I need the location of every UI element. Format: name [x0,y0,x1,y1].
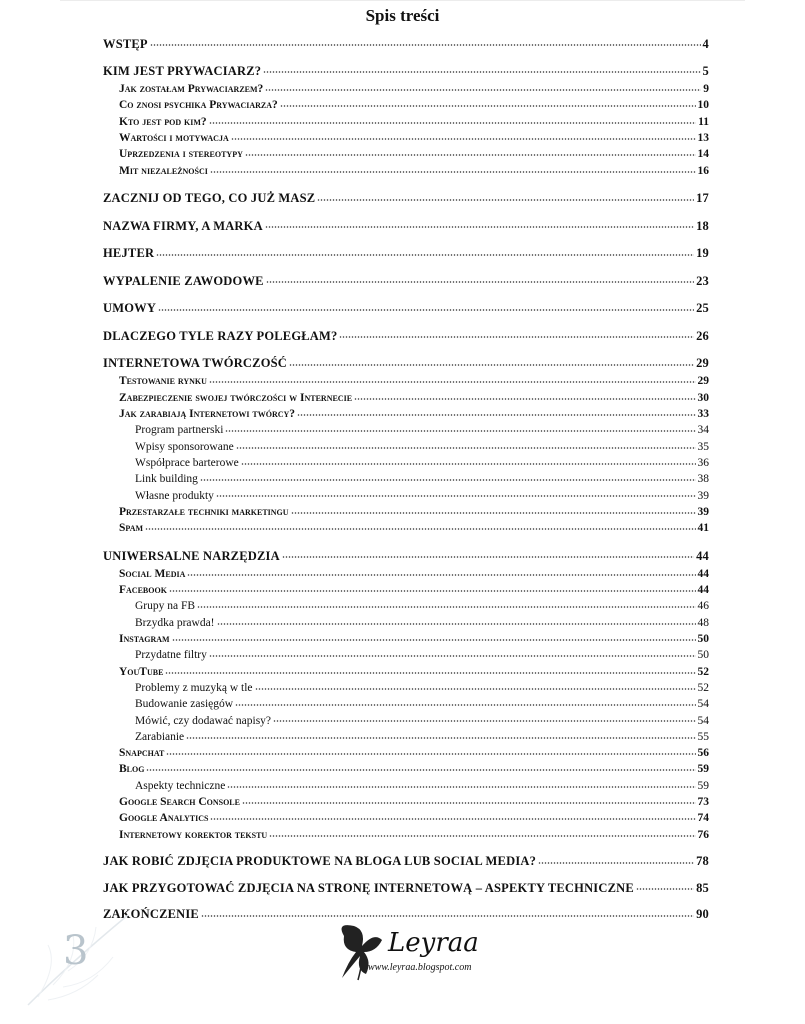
toc-entry[interactable] [103,355,709,372]
dot-leader [241,455,696,467]
table-of-contents [103,32,709,924]
toc-entry-page: 59 [697,779,709,792]
toc-entry-title: YouTube [119,665,164,678]
toc-entry-page: 50 [697,633,709,646]
toc-entry-title: UMOWY [103,301,157,316]
dot-leader [236,438,696,450]
toc-entry-page: 19 [696,246,709,261]
toc-entry-title: Co znosi psychika Prywaciarza? [119,99,278,112]
toc-entry[interactable] [103,406,709,422]
toc-entry-page: 36 [697,456,709,469]
toc-entry-title: Instagram [119,633,170,646]
dot-leader [156,245,694,258]
toc-entry-title: Zarabianie [135,730,185,743]
toc-entry-page: 59 [697,763,709,776]
toc-entry[interactable] [103,729,709,745]
toc-entry-page: 55 [697,730,709,743]
toc-entry-title: Snapchat [119,747,165,760]
dot-leader [166,745,695,757]
toc-entry-page: 44 [697,584,709,597]
dot-leader [636,879,694,892]
toc-entry-page: 76 [697,828,709,841]
logo-url: www.leyraa.blogspot.com [368,962,472,973]
dot-leader [150,35,701,48]
toc-entry-page: 34 [697,424,709,437]
toc-entry-title: Google Search Console [119,796,240,809]
dot-leader [209,114,696,126]
dot-leader [209,373,696,385]
toc-entry-page: 4 [702,36,709,51]
toc-entry[interactable] [103,615,709,631]
toc-entry[interactable] [103,520,709,536]
dot-leader [225,422,695,434]
toc-entry-title: ZACZNIJ OD TEGO, CO JUŻ MASZ [103,191,316,206]
dot-leader [158,300,694,313]
toc-entry-title: Mówić, czy dodawać napisy? [135,714,272,727]
toc-entry-page: 74 [697,812,709,825]
toc-entry-page: 52 [697,681,709,694]
toc-entry-page: 11 [698,115,709,128]
toc-entry-page: 33 [697,408,709,421]
toc-entry-title: Brzydka prawda! [135,616,215,629]
toc-entry[interactable] [103,810,709,826]
toc-entry-page: 39 [697,505,709,518]
dot-leader [265,217,694,230]
toc-entry[interactable] [103,245,709,262]
dot-leader [273,712,695,724]
toc-entry-title: Przydatne filtry [135,649,207,662]
toc-entry-title: UNIWERSALNE NARZĘDZIA [103,548,280,563]
toc-entry[interactable] [103,664,709,680]
toc-entry[interactable] [103,390,709,406]
toc-entry-title: WSTĘP [103,36,148,51]
toc-entry-page: 44 [697,567,709,580]
toc-entry-title: Przestarzałe techniki marketingu [119,505,289,518]
dot-leader [245,146,696,158]
toc-entry[interactable] [103,547,709,564]
toc-entry[interactable] [103,879,709,896]
toc-entry[interactable] [103,647,709,663]
dot-leader [146,761,695,773]
toc-entry-title: Social Media [119,567,186,580]
toc-entry[interactable] [103,680,709,696]
dot-leader [231,130,696,142]
toc-entry-page: 50 [697,649,709,662]
toc-entry[interactable] [103,598,709,614]
toc-entry-title: Mit niezależności [119,164,208,177]
toc-entry-page: 17 [696,191,709,206]
toc-entry-title: Blog [119,763,145,776]
toc-entry-title: JAK ROBIĆ ZDJĘCIA PRODUKTOWE NA BLOGA LUB SOCIAL MEDIA? [103,854,537,869]
toc-entry-title: Wartości i motywacja [119,132,229,145]
toc-entry-page: 38 [697,473,709,486]
toc-entry-page: 25 [696,301,709,316]
toc-entry[interactable] [103,455,709,471]
toc-entry-title: Jak zostałam Prywaciarzem? [119,83,264,96]
toc-entry[interactable] [103,217,709,234]
dot-leader [186,729,695,741]
dot-leader [235,696,695,708]
toc-entry-title: Grupy na FB [135,600,196,613]
dot-leader [242,794,696,806]
toc-entry-page: 16 [697,164,709,177]
dot-leader [297,406,695,418]
toc-entry[interactable] [103,81,709,97]
toc-entry-title: Google Analytics [119,812,209,825]
toc-entry-page: 52 [697,665,709,678]
toc-entry-page: 90 [696,907,709,922]
toc-entry-title: HEJTER [103,246,155,261]
dot-leader [187,566,695,578]
toc-entry-title: INTERNETOWA TWÓRCZOŚĆ [103,356,287,371]
toc-entry-page: 23 [696,273,709,288]
toc-entry[interactable] [103,827,709,843]
toc-entry-page: 26 [696,328,709,343]
toc-entry[interactable] [103,471,709,487]
dot-leader [291,504,696,516]
toc-entry-title: Uprzedzenia i stereotypy [119,148,243,161]
dot-leader [263,63,700,76]
toc-entry-page: 39 [697,489,709,502]
toc-entry-title: Link building [135,473,198,486]
toc-entry-title: Współprace barterowe [135,456,239,469]
toc-entry-page: 46 [697,600,709,613]
toc-entry-page: 14 [697,148,709,161]
dot-leader [165,664,695,676]
toc-entry[interactable] [103,162,709,178]
toc-entry[interactable] [103,300,709,317]
toc-entry[interactable] [103,696,709,712]
toc-entry[interactable] [103,327,709,344]
toc-entry-title: Własne produkty [135,489,214,502]
dot-leader [216,487,696,499]
toc-entry-title: Program partnerski [135,424,224,437]
toc-entry-title: Facebook [119,584,167,597]
toc-entry[interactable] [103,761,709,777]
toc-entry[interactable] [103,422,709,438]
dot-leader [538,853,694,866]
toc-entry-title: Aspekty techniczne [135,779,226,792]
toc-entry-page: 13 [697,132,709,145]
toc-entry-page: 44 [696,548,709,563]
dot-leader [266,272,694,285]
toc-entry[interactable] [103,566,709,582]
dot-leader [210,162,696,174]
toc-entry[interactable] [103,712,709,728]
dot-leader [269,827,695,839]
dot-leader [145,520,695,532]
toc-entry[interactable] [103,97,709,113]
toc-entry-page: 41 [697,522,709,535]
toc-entry-page: 10 [697,99,709,112]
dot-leader [317,190,694,203]
dot-leader [169,582,696,594]
toc-entry[interactable] [103,373,709,389]
toc-entry-title: Wpisy sponsorowane [135,440,234,453]
toc-entry[interactable] [103,438,709,454]
toc-entry-page: 54 [697,698,709,711]
dot-leader [200,471,696,483]
dot-leader [339,327,694,340]
toc-entry-title: DLACZEGO TYLE RAZY POLEGŁAM? [103,328,338,343]
toc-entry[interactable] [103,130,709,146]
toc-entry-title: Kto jest pod kim? [119,115,207,128]
toc-entry[interactable] [103,35,709,52]
page-number: 3 [63,928,89,974]
dot-leader [209,647,696,659]
toc-entry-page: 54 [697,714,709,727]
toc-entry[interactable] [103,745,709,761]
dot-leader [289,355,694,368]
toc-entry-title: Zabezpieczenie swojej twórczości w Internecie [119,391,353,404]
toc-entry[interactable] [103,853,709,870]
toc-entry-title: Testowanie rynku [119,375,207,388]
toc-entry-page: 85 [696,880,709,895]
toc-entry-page: 56 [697,747,709,760]
dot-leader [201,906,694,919]
toc-entry[interactable] [103,146,709,162]
toc-entry-title: NAZWA FIRMY, A MARKA [103,218,263,233]
dot-leader [354,390,695,402]
toc-entry-title: Budowanie zasięgów [135,698,234,711]
top-rule [60,0,745,1]
toc-entry[interactable] [103,114,709,130]
toc-entry-title: Internetowy korektor tekstu [119,828,268,841]
toc-entry-page: 48 [697,616,709,629]
dot-leader [172,631,696,643]
toc-entry[interactable] [103,63,709,80]
toc-entry-title: Jak zarabiają Internetowi twórcy? [119,408,296,421]
dot-leader [217,615,696,627]
toc-entry-title: JAK PRZYGOTOWAĆ ZDJĘCIA NA STRONĘ INTERNETOWĄ – ASPEKTY TECHNICZNE [103,880,634,895]
logo-name: Leyraa [388,928,479,958]
toc-entry-title: Spam [119,522,144,535]
toc-entry[interactable] [103,504,709,520]
dot-leader [282,547,694,560]
toc-entry-page: 29 [696,356,709,371]
page-title: Spis treści [365,6,440,25]
toc-entry[interactable] [103,778,709,794]
toc-entry-page: 29 [697,375,709,388]
toc-entry-title: KIM JEST PRYWACIARZ? [103,64,262,78]
toc-entry[interactable] [103,272,709,289]
toc-entry-page: 5 [702,64,709,78]
dot-leader [197,598,695,610]
toc-entry-title: ZAKOŃCZENIE [103,907,199,922]
toc-entry-page: 35 [697,440,709,453]
toc-entry-page: 78 [696,854,709,869]
toc-entry[interactable] [103,190,709,207]
dot-leader [255,680,696,692]
toc-entry[interactable] [103,487,709,503]
dot-leader [227,778,695,790]
toc-entry[interactable] [103,582,709,598]
toc-entry[interactable] [103,794,709,810]
dot-leader [210,810,695,822]
toc-entry[interactable] [103,631,709,647]
dot-leader [265,81,701,93]
toc-entry-page: 9 [703,83,709,96]
toc-entry-page: 73 [697,796,709,809]
toc-entry-page: 30 [697,391,709,404]
toc-entry-page: 18 [696,218,709,233]
toc-entry-title: Problemy z muzyką w tle [135,681,253,694]
dot-leader [280,97,696,109]
toc-entry-title: WYPALENIE ZAWODOWE [103,273,264,288]
